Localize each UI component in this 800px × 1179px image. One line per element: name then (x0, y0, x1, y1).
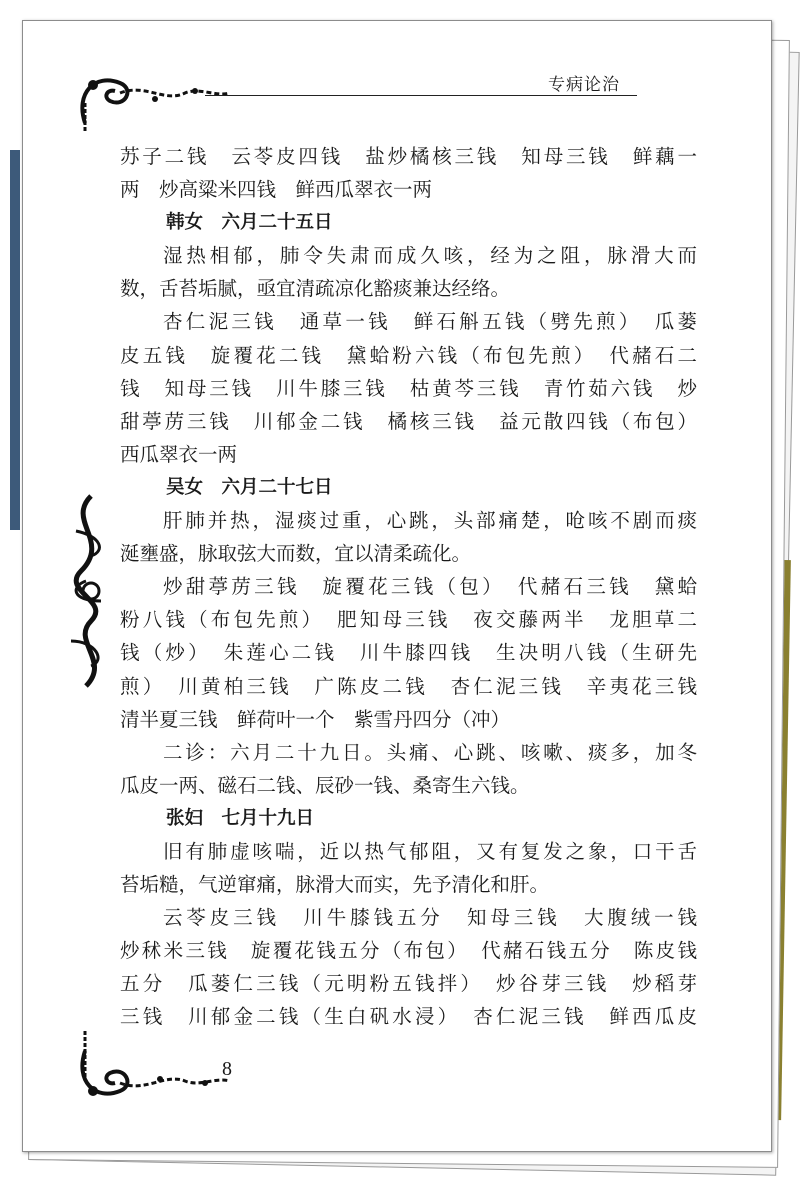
text-line: 湿热相郁，肺令失肃而成久咳，经为之阻，脉滑大而 (163, 244, 697, 268)
running-header: 专病论治 (548, 75, 620, 95)
text-line: 甜葶苈三钱 川郁金二钱 橘核三钱 益元散四钱（布包） (120, 409, 697, 433)
text-line: 旧有肺虚咳喘，近以热气郁阻，又有复发之象，口干舌 (163, 839, 697, 863)
text-line: 肝肺并热，湿痰过重，心跳，头部痛楚，呛咳不剧而痰 (163, 509, 697, 533)
text-line: 杏仁泥三钱 通草一钱 鲜石斛五钱（劈先煎） 瓜蒌 (163, 310, 697, 334)
text-line: 皮五钱 旋覆花二钱 黛蛤粉六钱（布包先煎） 代赭石二 (120, 343, 697, 367)
text-line: 炒甜葶苈三钱 旋覆花三钱（包） 代赭石三钱 黛蛤 (163, 575, 697, 599)
text-line: 数，舌苔垢腻，亟宜清疏凉化豁痰兼达经络。 (120, 277, 511, 301)
text-line: 西瓜翠衣一两 (120, 442, 238, 466)
text-line: 云苓皮三钱 川牛膝钱五分 知母三钱 大腹绒一钱 (163, 906, 697, 930)
side-ornament-icon (61, 491, 121, 691)
text-line: 煎） 川黄柏三钱 广陈皮二钱 杏仁泥三钱 辛夷花三钱 (120, 674, 697, 698)
case-heading: 韩女 六月二十五日 (166, 212, 333, 234)
case-heading: 吴女 六月二十七日 (166, 476, 333, 498)
corner-ornament-bottom-icon (65, 1031, 235, 1111)
text-line: 钱 知母三钱 川牛膝三钱 枯黄芩三钱 青竹茹六钱 炒 (120, 376, 697, 400)
text-line: 涎壅盛，脉取弦大而数，宜以清柔疏化。 (120, 542, 472, 566)
case-heading: 张妇 七月十九日 (166, 807, 315, 829)
text-line: 瓜皮一两、磁石二钱、辰砂一钱、桑寄生六钱。 (120, 773, 530, 797)
book-edge-left (10, 150, 20, 530)
page-number: 8 (222, 1058, 232, 1080)
text-line: 两 炒高粱米四钱 鲜西瓜翠衣一两 (120, 178, 433, 202)
text-line: 二诊：六月二十九日。头痛、心跳、咳嗽、痰多，加冬 (163, 740, 697, 764)
text-line: 钱（炒） 朱莲心二钱 川牛膝四钱 生决明八钱（生研先 (120, 641, 697, 665)
text-line: 苔垢糙，气逆窜痛，脉滑大而实，先予清化和肝。 (120, 873, 550, 897)
header-rule (205, 95, 637, 96)
text-line: 粉八钱（布包先煎） 肥知母三钱 夜交藤两半 龙胆草二 (120, 608, 697, 632)
text-line: 苏子二钱 云苓皮四钱 盐炒橘核三钱 知母三钱 鲜藕一 (120, 145, 697, 168)
text-line: 炒秫米三钱 旋覆花钱五分（布包） 代赭石钱五分 陈皮钱 (120, 939, 697, 963)
text-line: 五分 瓜蒌仁三钱（元明粉五钱拌） 炒谷芽三钱 炒稻芽 (120, 972, 697, 996)
text-line: 三钱 川郁金二钱（生白矾水浸） 杏仁泥三钱 鲜西瓜皮 (120, 1005, 697, 1029)
text-line: 清半夏三钱 鲜荷叶一个 紫雪丹四分（冲） (120, 707, 511, 731)
page-body (120, 140, 697, 1034)
corner-ornament-top-icon (65, 63, 235, 133)
